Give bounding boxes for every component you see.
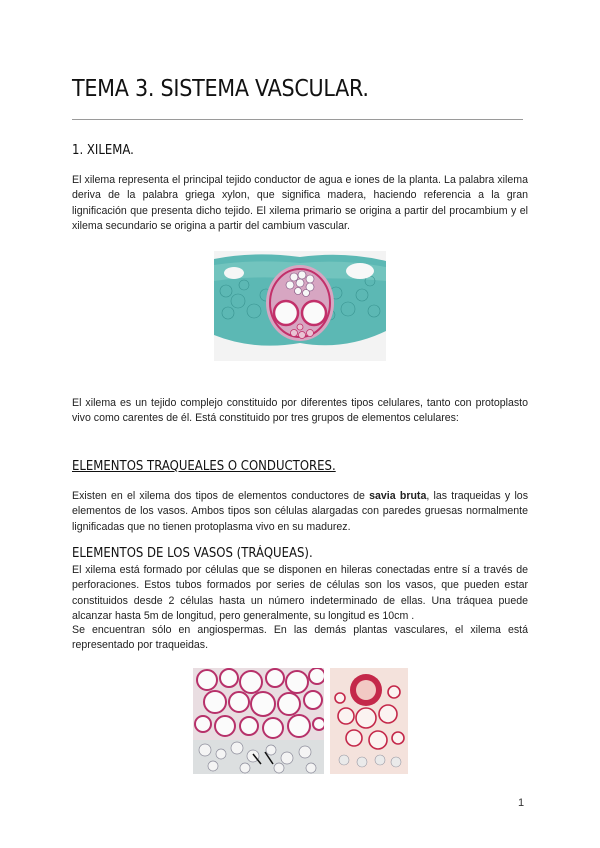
vasos-paragraph-1: El xilema está formado por células que se disponen en hileras conectadas entre sí a través de perforaciones. Estos tubos formados por series de células son los vasos, que pueden estar constituidos desde 2 células hasta un número indeterminado de ellas. Una tráquea puede alcanzar hasta 5m de longitud, pero generalmente, su longitud es 10cm . bbox=[72, 564, 528, 623]
section-heading-traqueales: ELEMENTOS TRAQUEALES O CONDUCTORES. bbox=[72, 459, 336, 474]
intro-paragraph-1: El xilema representa el principal tejido conductor de agua e iones de la planta. La palabra xilema deriva de la palabra griega xylon, que significa madera, haciendo referencia a la gran lignificación que presenta dicho tejido. El xilema primario se origina a partir del procambium y el xilema secundario se origina a partir del cambium vascular. bbox=[72, 174, 528, 233]
traqueales-text-2: , las traqueidas y los elementos de los vasos. Ambos tipos son células alargadas con paredes gruesas normalmente lignificadas que no tienen protoplasma vivo en su madurez. bbox=[72, 490, 528, 533]
xylem-vessels-red-image bbox=[330, 668, 408, 774]
section-heading-vasos: ELEMENTOS DE LOS VASOS (TRÁQUEAS). bbox=[72, 546, 313, 561]
traqueales-paragraph bbox=[72, 489, 528, 535]
intro-paragraph-2: El xilema es un tejido complejo constituido por diferentes tipos celulares, tanto con protoplasto vivo como carentes de él. Está constituido por tres grupos de elementos celulares: bbox=[72, 397, 528, 425]
savia-bruta-bold: savia bruta bbox=[369, 490, 427, 502]
page-title: TEMA 3. SISTEMA VASCULAR. bbox=[72, 76, 369, 102]
section-heading-xilema: 1. XILEMA. bbox=[72, 143, 134, 158]
vasos-paragraph-2: Se encuentran sólo en angiospermas. En las demás plantas vasculares, el xilema está representado por traqueidas. bbox=[72, 624, 528, 652]
xylem-vessels-image bbox=[193, 668, 324, 774]
traqueales-text-1: Existen en el xilema dos tipos de elementos conductores de bbox=[72, 490, 370, 502]
title-divider bbox=[72, 119, 523, 120]
page-number: 1 bbox=[518, 797, 525, 809]
xylem-cross-section-image bbox=[214, 251, 386, 361]
